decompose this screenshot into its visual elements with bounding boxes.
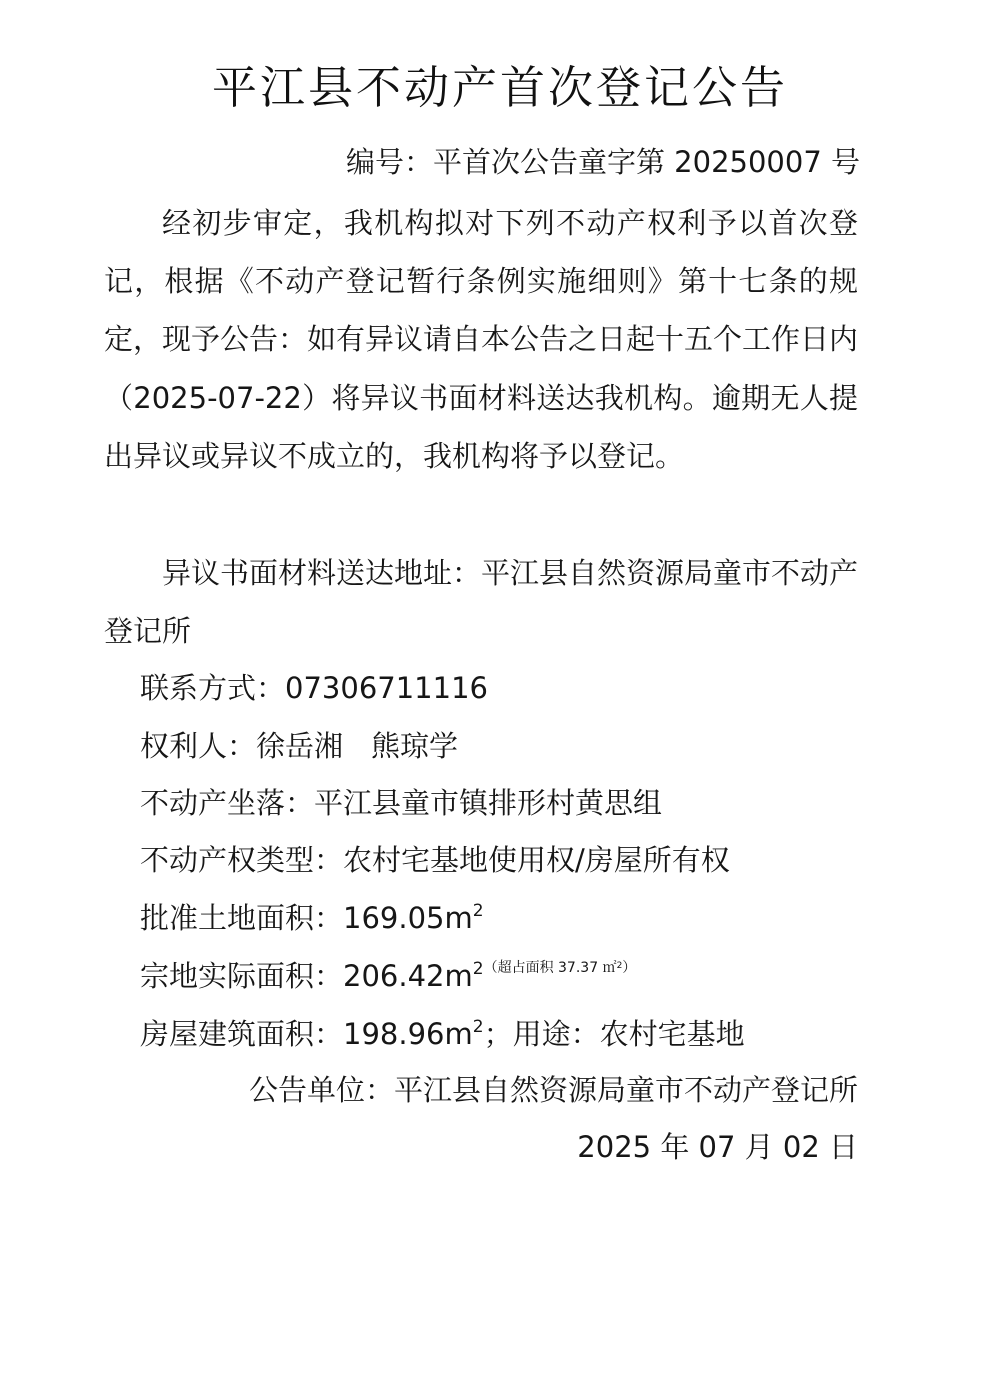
actual-area-value: 206.42m (343, 959, 473, 993)
building-area-superscript: 2 (472, 1017, 484, 1037)
right-type-value: 农村宅基地使用权/房屋所有权 (343, 843, 730, 877)
excess-area-note-superscript: 2 (616, 961, 623, 971)
right-type-label: 不动产权类型： (140, 843, 344, 877)
owner-row (140, 724, 458, 768)
approved-area-label: 批准土地面积： (140, 901, 344, 935)
document-number: 编号：平首次公告童字第 20250007 号 (345, 145, 860, 179)
actual-area-label: 宗地实际面积： (140, 959, 344, 993)
location-row (140, 781, 662, 825)
actual-area-row (140, 954, 636, 998)
approved-area-superscript: 2 (472, 901, 484, 921)
location-label: 不动产坐落： (140, 786, 315, 820)
building-area-value: 198.96m (343, 1017, 473, 1051)
notice-title: 平江县不动产首次登记公告 (211, 61, 788, 114)
excess-area-note-close: ） (622, 960, 637, 976)
right-type-row (140, 838, 730, 882)
issuing-unit: 公告单位：平江县自然资源局童市不动产登记所 (248, 1073, 858, 1107)
excess-area-note (484, 960, 637, 976)
approved-area-row (140, 896, 484, 940)
location-value: 平江县童市镇排形村黄思组 (314, 786, 663, 820)
approved-area-value: 169.05m (343, 901, 473, 935)
usage-separator: ； (483, 1017, 513, 1051)
notice-body-paragraph: 经初步审定，我机构拟对下列不动产权利予以首次登记，根据《不动产登记暂行条例实施细则》第十七条的规定，现予公告：如有异议请自本公告之日起十五个工作日内（2025-07-22）将异议书面材料送达我机构。逾期无人提出异议或异议不成立的，我机构将予以登记。 (104, 206, 859, 473)
contact-label: 联系方式： (140, 671, 286, 705)
owner-name-1: 徐岳湘 (256, 729, 344, 763)
excess-area-note-text: （超占面积 37.37 ㎡ (483, 960, 617, 976)
actual-area-superscript: 2 (472, 959, 484, 979)
owner-name-2: 熊琼学 (371, 729, 459, 763)
usage-value: 农村宅基地 (599, 1017, 745, 1051)
owner-label: 权利人： (140, 729, 257, 763)
issue-date: 2025 年 07 月 02 日 (577, 1130, 858, 1164)
contact-row (140, 666, 488, 710)
building-area-row (140, 1012, 745, 1056)
objection-address-paragraph: 异议书面材料送达地址：平江县自然资源局童市不动产登记所 (104, 556, 859, 648)
building-area-label: 房屋建筑面积： (140, 1017, 344, 1051)
contact-phone: 07306711116 (285, 671, 488, 705)
usage-label: 用途： (512, 1017, 600, 1051)
